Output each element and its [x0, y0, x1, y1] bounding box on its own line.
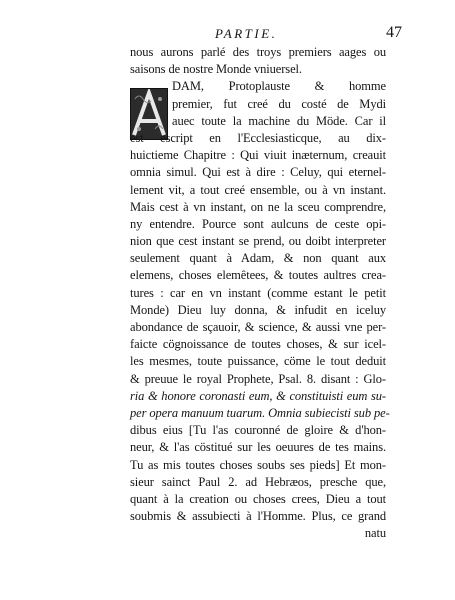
text-line: saisons de nostre Monde vniuersel. [130, 62, 302, 77]
text-line: quant à la creation ou choses crees, Dieu a tout [130, 491, 386, 506]
text-line: lement vit, a tout creé ensemble, ou à vn instant. [130, 182, 386, 197]
text-line: omnia simul. Qui est à dire : Celuy, qui eternel- [130, 165, 386, 180]
text-line: per opera manuum tuarum. Omnia subiecisti sub pe- [130, 405, 390, 420]
text-line: sieur sainct Paul 2. ad Hebræos, presche que, [130, 474, 386, 489]
text-line: ny entendre. Pource sont aulcuns de ceste opi- [130, 216, 386, 231]
text-line: tures : car en vn instant (comme estant le petit [130, 285, 386, 300]
running-head: PARTIE. [215, 26, 278, 41]
text-line: abondance de sçauoir, & science, & aussi vne per- [130, 320, 386, 334]
text-line: huictieme Chapitre : Qui viuit inæternum, creauit [130, 148, 386, 163]
text-line: faicte cögnoissance de toutes choses, & sur icel- [130, 337, 386, 352]
body-text [130, 44, 390, 542]
page-number: 47 [386, 24, 402, 41]
text-line: elemens, choses elemêtees, & toutes aultres crea- [130, 268, 386, 283]
text-line: Mais cest à vn instant, on ne la sceu comprendre, [130, 199, 386, 214]
text-line: ria & honore coronasti eum, & constituisti eum su- [130, 388, 386, 403]
text-line: soubmis & assubiecti à l'Homme. Plus, ce grand [130, 509, 386, 524]
text-line: premier, fut creé du costé de Mydi [172, 96, 386, 111]
text-line: auec toute la machine du Möde. Car il [172, 113, 386, 128]
text-line: & preuue le royal Prophete, Psal. 8. disant : Glo- [130, 371, 386, 386]
text-line: les mesmes, toute puissance, cöme le tout deduit [130, 354, 386, 369]
text-line: DAM, Protoplauste & homme [172, 79, 386, 94]
text-line: nion que cest instant se prend, ou doibt interpreter [130, 234, 386, 249]
text-line: est escript en l'Ecclesiasticque, au dix- [130, 130, 386, 145]
text-line: dibus eius [Tu l'as couronné de gloire & d'hon- [130, 423, 386, 438]
text-line: nous aurons parlé des troys premiers aages ou [130, 45, 386, 59]
text-line: seulement quant à Adam, & non quant aux [130, 251, 386, 266]
text-line: neur, & l'as cöstitué sur les oeuures de tes mains. [130, 440, 386, 455]
text-line: Tu as mis toutes choses soubs ses pieds] Et mon- [130, 457, 386, 472]
catchword: natu [364, 526, 386, 541]
text-line: Monde) Dieu luy donna, & infudit en iceluy [130, 302, 386, 317]
